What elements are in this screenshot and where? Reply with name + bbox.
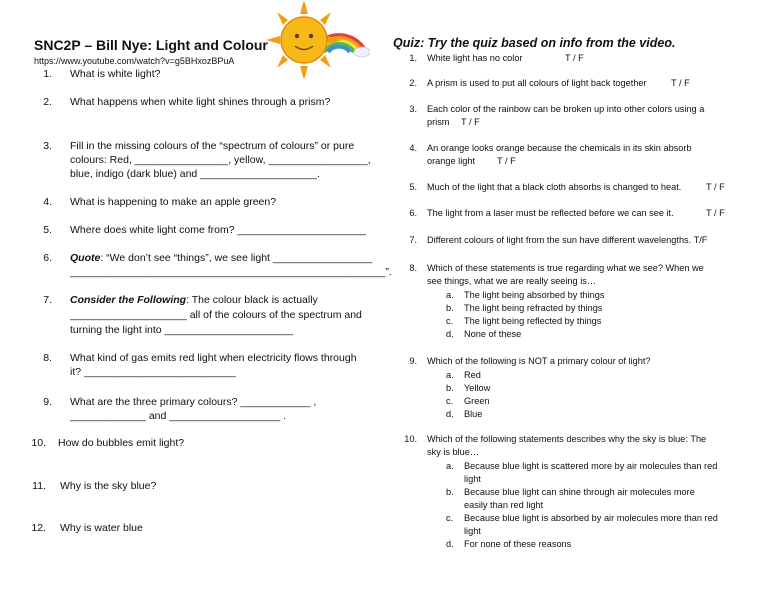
video-url[interactable]: https://www.youtube.com/watch?v=g5BHxozBPuA <box>34 56 235 66</box>
quiz-title: Quiz: Try the quiz based on info from the video. <box>393 36 676 50</box>
page-title: SNC2P – Bill Nye: Light and Colour <box>34 37 268 53</box>
sun-icon <box>266 0 342 80</box>
sun-rainbow-illustration <box>266 0 370 82</box>
